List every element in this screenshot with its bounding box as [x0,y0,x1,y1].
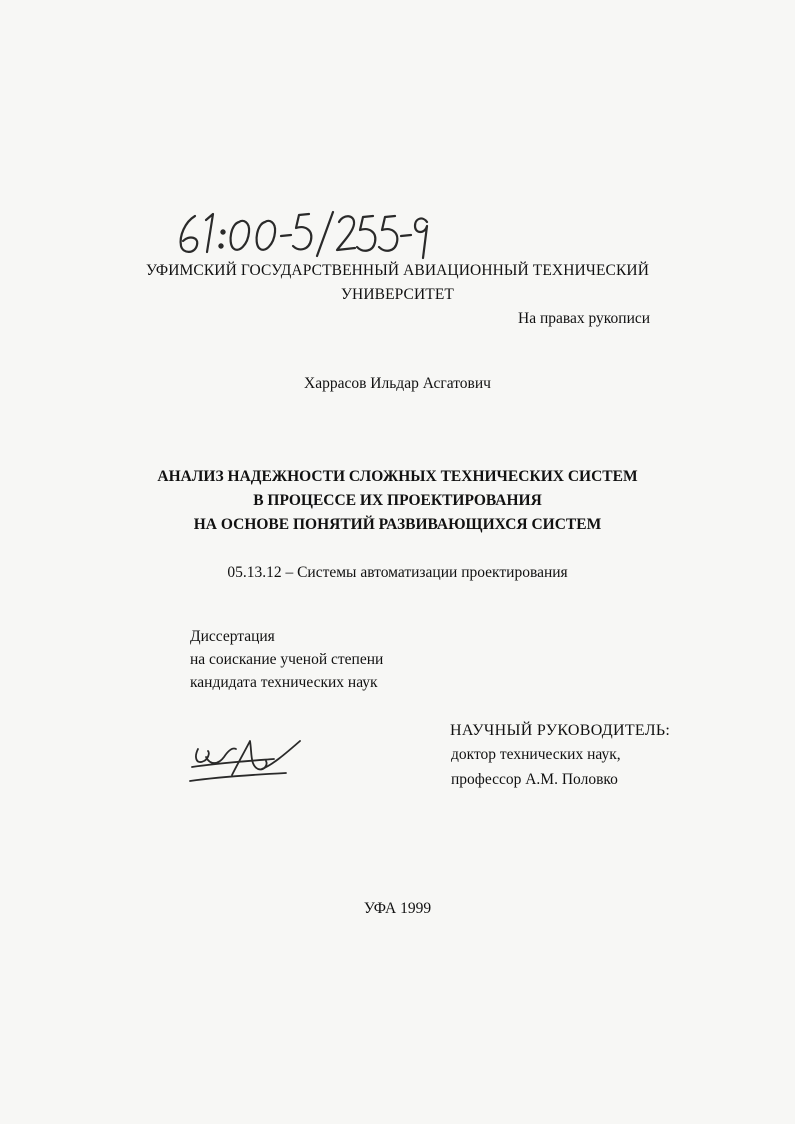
handwritten-archive-number [173,208,433,260]
city-and-year: УФА 1999 [363,900,432,917]
dissertation-type-line3: кандидата технических наук [190,674,378,691]
specialty-code: 05.13.12 – Системы автоматизации проектирования [227,564,568,581]
thesis-title-line1: АНАЛИЗ НАДЕЖНОСТИ СЛОЖНЫХ ТЕХНИЧЕСКИХ СИСТЕМ [157,468,638,485]
author-signature [188,735,308,785]
dissertation-type-line1: Диссертация [190,628,275,645]
university-name-line1: УФИМСКИЙ ГОСУДАРСТВЕННЫЙ АВИАЦИОННЫЙ ТЕХНИЧЕСКИЙ [145,262,650,279]
university-name-line2: УНИВЕРСИТЕТ [340,286,454,303]
manuscript-rights-note: На правах рукописи [518,310,651,327]
dissertation-type-line2: на соискание ученой степени [190,651,384,668]
supervisor-heading: НАУЧНЫЙ РУКОВОДИТЕЛЬ: [450,722,671,739]
thesis-title-line3: НА ОСНОВЕ ПОНЯТИЙ РАЗВИВАЮЩИХСЯ СИСТЕМ [193,516,602,533]
supervisor-name: профессор А.М. Половко [451,771,618,788]
author-name: Харрасов Ильдар Асгатович [304,375,491,392]
thesis-title-line2: В ПРОЦЕССЕ ИХ ПРОЕКТИРОВАНИЯ [253,492,542,509]
supervisor-degree: доктор технических наук, [451,746,621,763]
